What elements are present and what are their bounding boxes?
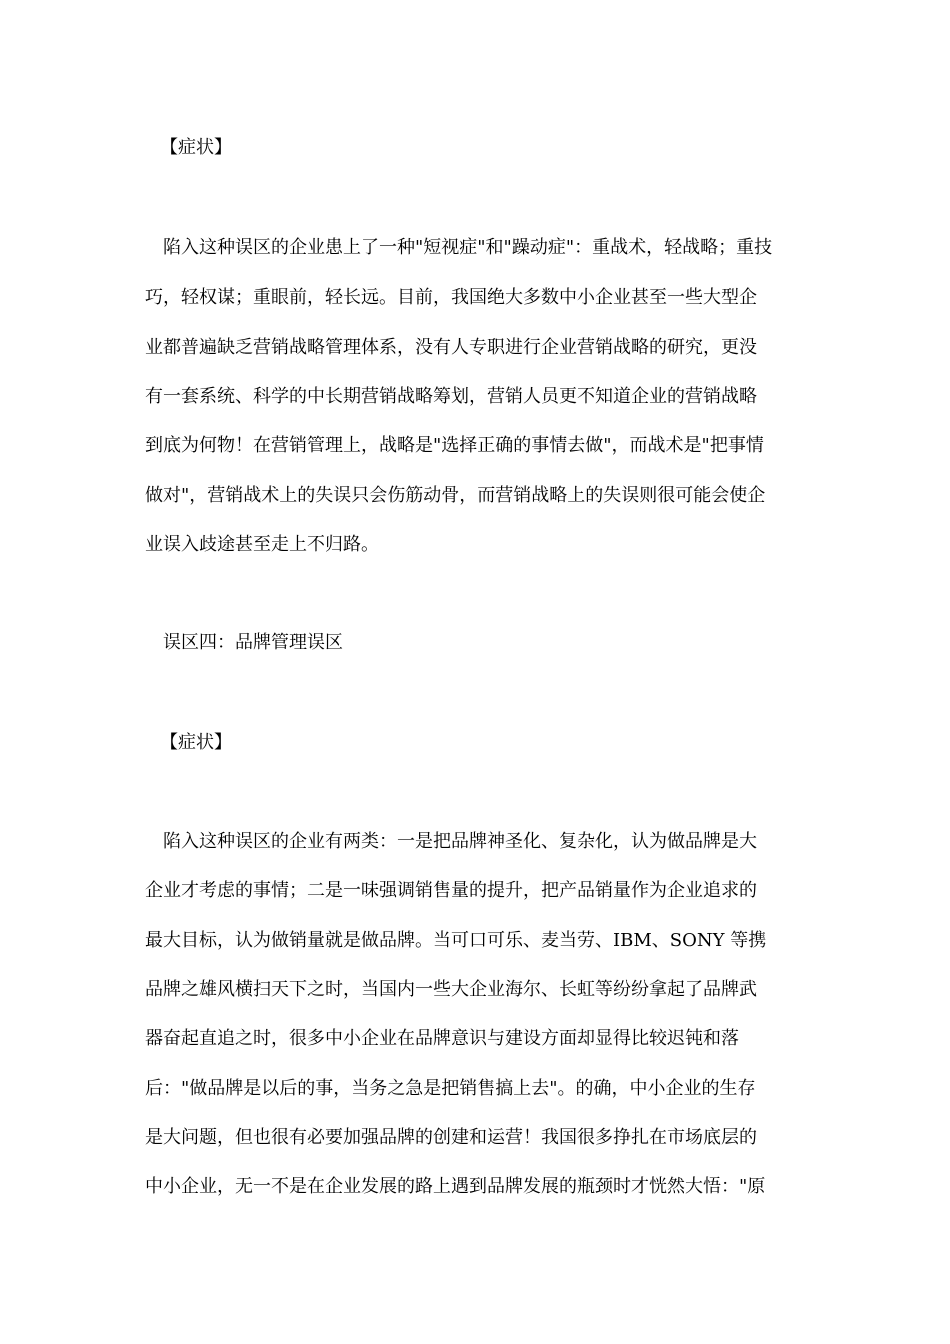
para1-line-4: 有一套系统、科学的中长期营销战略筹划，营销人员更不知道企业的营销战略 xyxy=(145,386,757,407)
para2-line-6: 后："做品牌是以后的事，当务之急是把销售搞上去"。的确，中小企业的生存 xyxy=(145,1078,756,1099)
para1-line-3: 业都普遍缺乏营销战略管理体系，没有人专职进行企业营销战略的研究，更没 xyxy=(145,337,757,358)
para2-line-2: 企业才考虑的事情；二是一味强调销售量的提升，把产品销量作为企业追求的 xyxy=(145,880,757,901)
section-title: 误区四：品牌管理误区 xyxy=(163,632,343,653)
para1-line-7: 业误入歧途甚至走上不归路。 xyxy=(145,534,379,555)
para1-line-6: 做对"，营销战术上的失误只会伤筋动骨，而营销战略上的失误则很可能会使企 xyxy=(145,485,766,506)
para1-line-2: 巧，轻权谋；重眼前，轻长远。目前，我国绝大多数中小企业甚至一些大型企 xyxy=(145,287,757,308)
heading-symptom-2: 【症状】 xyxy=(160,732,232,753)
heading-symptom-1: 【症状】 xyxy=(160,137,232,158)
para2-line-1: 陷入这种误区的企业有两类：一是把品牌神圣化、复杂化，认为做品牌是大 xyxy=(163,831,757,852)
para1-line-5: 到底为何物！在营销管理上，战略是"选择正确的事情去做"，而战术是"把事情 xyxy=(145,435,764,456)
para2-line-7: 是大问题，但也很有必要加强品牌的创建和运营！我国很多挣扎在市场底层的 xyxy=(145,1127,757,1148)
para1-line-1: 陷入这种误区的企业患上了一种"短视症"和"躁动症"：重战术，轻战略；重技 xyxy=(163,237,773,258)
para2-line-3: 最大目标，认为做销量就是做品牌。当可口可乐、麦当劳、IBM、SONY 等携 xyxy=(145,930,767,951)
para2-line-8: 中小企业，无一不是在企业发展的路上遇到品牌发展的瓶颈时才恍然大悟："原 xyxy=(145,1176,766,1197)
para2-line-5: 器奋起直追之时，很多中小企业在品牌意识与建设方面却显得比较迟钝和落 xyxy=(145,1028,739,1049)
para2-line-4: 品牌之雄风横扫天下之时，当国内一些大企业海尔、长虹等纷纷拿起了品牌武 xyxy=(145,979,757,1000)
